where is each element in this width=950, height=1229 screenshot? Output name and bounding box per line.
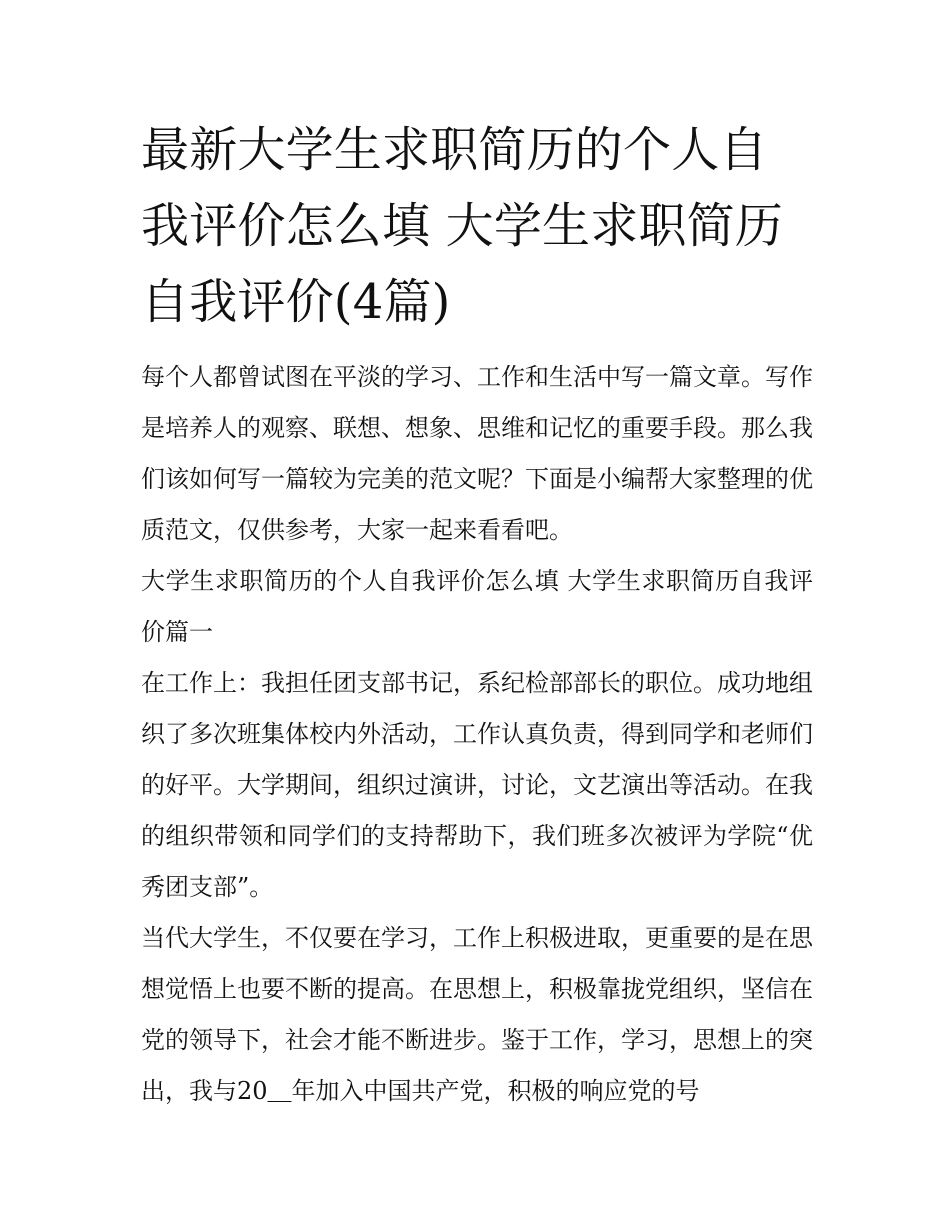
- body-paragraph: 当代大学生，不仅要在学习，工作上积极进取，更重要的是在思想觉悟上也要不断的提高。在思想上，积极靠拢党组织，坚信在党的领导下，社会才能不断进步。鉴于工作，学习，思想上的突出，我与20＿年加入中国共产党，积极的响应党的号: [141, 924, 813, 1105]
- document-title: 最新大学生求职简历的个人自我评价怎么填 大学生求职简历自我评价(4篇): [141, 122, 784, 330]
- document-body: [141, 112, 813, 1117]
- intro-paragraph: 每个人都曾试图在平淡的学习、工作和生活中写一篇文章。写作是培养人的观察、联想、想象、思维和记忆的重要手段。那么我们该如何写一篇较为完美的范文呢？下面是小编帮大家整理的优质范文，仅供参考，大家一起来看看吧。: [141, 363, 813, 544]
- body-paragraph: 在工作上：我担任团支部书记，系纪检部部长的职位。成功地组织了多次班集体校内外活动，工作认真负责，得到同学和老师们的好平。大学期间，组织过演讲，讨论，文艺演出等活动。在我的组织带领和同学们的支持帮助下，我们班多次被评为学院“优秀团支部”。: [141, 669, 813, 901]
- section-heading: 大学生求职简历的个人自我评价怎么填 大学生求职简历自我评价篇一: [141, 567, 813, 646]
